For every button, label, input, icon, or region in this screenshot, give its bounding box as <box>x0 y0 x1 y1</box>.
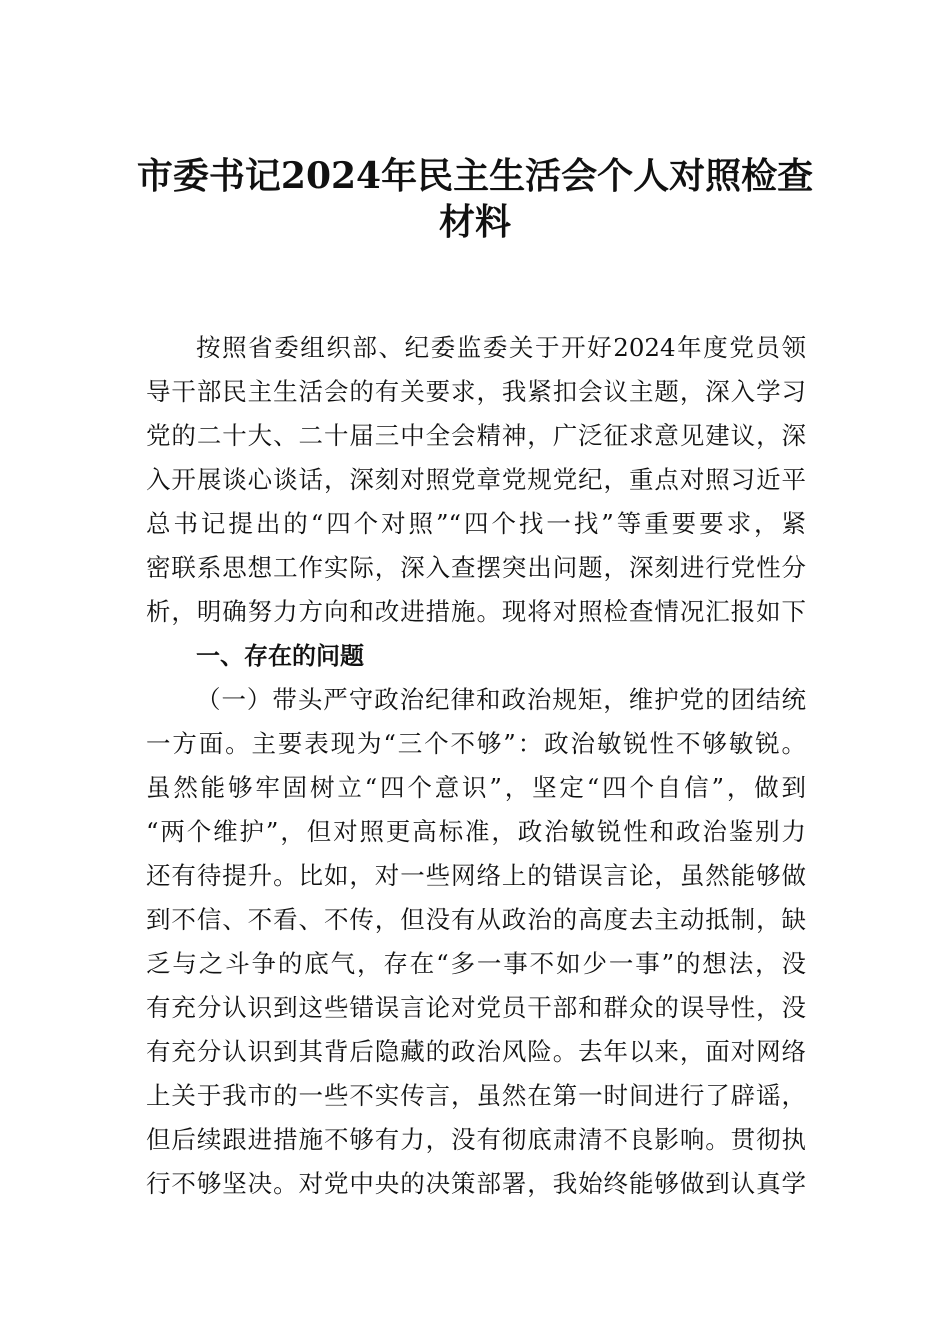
section-paragraph-line: 有充分认识到这些错误言论对党员干部和群众的误导性，没 <box>146 993 806 1022</box>
intro-paragraph-line: 入开展谈心谈话，深刻对照党章党规党纪，重点对照习近平 <box>146 465 806 494</box>
intro-paragraph-line: 导干部民主生活会的有关要求，我紧扣会议主题，深入学习 <box>146 377 806 406</box>
section-paragraph-line: 到不信、不看、不传，但没有从政治的高度去主动抵制，缺 <box>146 905 806 934</box>
document-title-line-2: 材料 <box>438 201 511 243</box>
section-paragraph-line: 但后续跟进措施不够有力，没有彻底肃清不良影响。贯彻执 <box>146 1125 806 1154</box>
intro-paragraph-line: 按照省委组织部、纪委监委关于开好2024年度党员领 <box>196 333 806 362</box>
section-paragraph-line: 一方面。主要表现为“三个不够”：政治敏锐性不够敏锐。 <box>146 729 806 758</box>
section-paragraph-line: 虽然能够牢固树立“四个意识”，坚定“四个自信”，做到 <box>146 773 806 802</box>
intro-paragraph-line: 析，明确努力方向和改进措施。现将对照检查情况汇报如下 <box>146 597 806 626</box>
section-paragraph-line: 上关于我市的一些不实传言，虽然在第一时间进行了辟谣， <box>146 1081 806 1110</box>
document-title-line-1: 市委书记2024年民主生活会个人对照检查 <box>136 155 814 197</box>
section-heading: 一、存在的问题 <box>196 642 364 670</box>
section-paragraph-line: 有充分认识到其背后隐藏的政治风险。去年以来，面对网络 <box>146 1037 806 1066</box>
section-paragraph-line: “两个维护”，但对照更高标准，政治敏锐性和政治鉴别力 <box>146 817 806 846</box>
section-paragraph-line: 还有待提升。比如，对一些网络上的错误言论，虽然能够做 <box>146 861 806 890</box>
section-paragraph-line: 乏与之斗争的底气，存在“多一事不如少一事”的想法，没 <box>146 949 806 978</box>
intro-paragraph-line: 党的二十大、二十届三中全会精神，广泛征求意见建议，深 <box>146 421 806 450</box>
section-paragraph-line: （一）带头严守政治纪律和政治规矩，维护党的团结统 <box>196 685 806 714</box>
intro-paragraph-line: 密联系思想工作实际，深入查摆突出问题，深刻进行党性分 <box>146 553 806 582</box>
section-paragraph-line: 行不够坚决。对党中央的决策部署，我始终能够做到认真学 <box>146 1169 806 1198</box>
intro-paragraph-line: 总书记提出的“四个对照”“四个找一找”等重要要求，紧 <box>146 509 806 538</box>
